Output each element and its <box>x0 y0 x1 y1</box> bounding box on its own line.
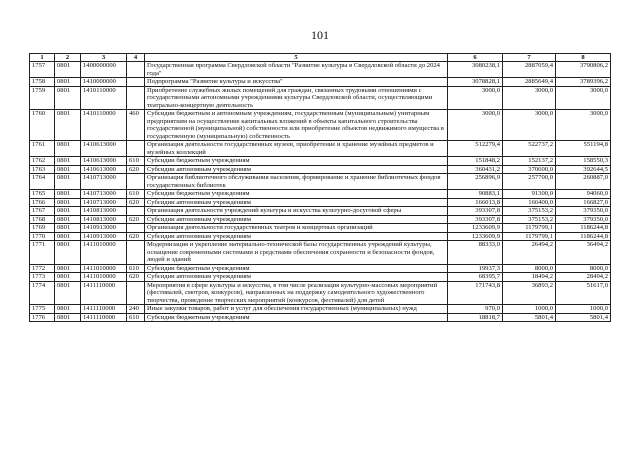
target-article-cell: 1411110000 <box>81 305 127 314</box>
target-article-cell: 1400000000 <box>81 62 127 78</box>
row-number-cell: 1770 <box>30 232 55 241</box>
section-code-cell: 0801 <box>55 110 81 141</box>
expense-type-cell: 460 <box>127 110 145 141</box>
name-cell: Субсидии автономным учреждениям <box>145 273 448 282</box>
target-article-cell: 1410000000 <box>81 78 127 87</box>
section-code-cell: 0801 <box>55 224 81 233</box>
name-cell: Субсидии бюджетным учреждениям <box>145 264 448 273</box>
name-cell: Иные закупки товаров, работ и услуг для обеспечения государственных (муниципальных) нужд <box>145 305 448 314</box>
expense-type-cell: 620 <box>127 165 145 174</box>
header-cell: 4 <box>127 54 145 62</box>
target-article-cell: 1410913000 <box>81 224 127 233</box>
header-cell: 5 <box>145 54 448 62</box>
amount-2-cell: 1179799,1 <box>503 232 556 241</box>
amount-2-cell: 3000,0 <box>503 86 556 110</box>
expense-type-cell: 620 <box>127 232 145 241</box>
expense-type-cell <box>127 281 145 305</box>
name-cell: Организация деятельности государственных театров и концертных организаций <box>145 224 448 233</box>
amount-3-cell: 3000,0 <box>556 86 611 110</box>
amount-1-cell: 3078828,1 <box>448 78 503 87</box>
target-article-cell: 1410713000 <box>81 190 127 199</box>
row-number-cell: 1761 <box>30 141 55 157</box>
section-code-cell: 0801 <box>55 241 81 265</box>
section-code-cell: 0801 <box>55 215 81 224</box>
table-row <box>30 165 611 174</box>
table-row <box>30 232 611 241</box>
expense-type-cell: 610 <box>127 190 145 199</box>
amount-1-cell: 393307,8 <box>448 215 503 224</box>
row-number-cell: 1757 <box>30 62 55 78</box>
amount-3-cell: 158550,3 <box>556 157 611 166</box>
section-code-cell: 0801 <box>55 190 81 199</box>
amount-2-cell: 1179799,1 <box>503 224 556 233</box>
amount-1-cell: 90883,1 <box>448 190 503 199</box>
header-cell: 2 <box>55 54 81 62</box>
section-code-cell: 0801 <box>55 198 81 207</box>
amount-2-cell: 257700,0 <box>503 174 556 190</box>
amount-3-cell: 5801,4 <box>556 313 611 322</box>
amount-3-cell: 1000,0 <box>556 305 611 314</box>
amount-2-cell: 522737,2 <box>503 141 556 157</box>
name-cell: Модернизация и укрепление материально-технической базы государственных учреждений культуры, оснащение современными системами и средствами обеспечения сохранности и безопасности фондов, людей и зданий <box>145 241 448 265</box>
table-row <box>30 190 611 199</box>
budget-table <box>29 53 611 322</box>
amount-2-cell: 26494,2 <box>503 241 556 265</box>
target-article-cell: 1411110000 <box>81 313 127 322</box>
section-code-cell: 0801 <box>55 305 81 314</box>
amount-2-cell: 370600,0 <box>503 165 556 174</box>
name-cell: Субсидии автономным учреждениям <box>145 215 448 224</box>
table-row <box>30 62 611 78</box>
amount-2-cell: 2885649,4 <box>503 78 556 87</box>
target-article-cell: 1410913000 <box>81 232 127 241</box>
expense-type-cell: 620 <box>127 198 145 207</box>
target-article-cell: 1411110000 <box>81 281 127 305</box>
name-cell: Мероприятия в сфере культуры и искусства, в том числе реализация культурно-массовых мероприятий (фестивалей, смотров, конкурсов), направленных на поддержку самодеятельного художественного творчества, проведение творческих мероприятий (конкурсов, фестивалей) для детей <box>145 281 448 305</box>
header-cell: 6 <box>448 54 503 62</box>
amount-2-cell: 1000,0 <box>503 305 556 314</box>
amount-3-cell: 3789396,2 <box>556 78 611 87</box>
section-code-cell: 0801 <box>55 273 81 282</box>
name-cell: Организация деятельности учреждений культуры и искусства культурно-досуговой сферы <box>145 207 448 216</box>
target-article-cell: 1410713000 <box>81 198 127 207</box>
table-row <box>30 198 611 207</box>
amount-3-cell: 51617,0 <box>556 281 611 305</box>
amount-2-cell: 91300,0 <box>503 190 556 199</box>
name-cell: Подпрограмма "Развитие культуры и искусства" <box>145 78 448 87</box>
expense-type-cell: 240 <box>127 305 145 314</box>
amount-3-cell: 3000,0 <box>556 110 611 141</box>
section-code-cell: 0801 <box>55 232 81 241</box>
row-number-cell: 1771 <box>30 241 55 265</box>
table-row <box>30 78 611 87</box>
table-row <box>30 313 611 322</box>
row-number-cell: 1772 <box>30 264 55 273</box>
amount-1-cell: 18818,7 <box>448 313 503 322</box>
amount-2-cell: 2887059,4 <box>503 62 556 78</box>
row-number-cell: 1775 <box>30 305 55 314</box>
amount-2-cell: 375153,2 <box>503 215 556 224</box>
amount-1-cell: 360431,2 <box>448 165 503 174</box>
amount-2-cell: 166400,0 <box>503 198 556 207</box>
header-cell: 1 <box>30 54 55 62</box>
amount-3-cell: 166827,0 <box>556 198 611 207</box>
expense-type-cell <box>127 141 145 157</box>
amount-3-cell: 28494,2 <box>556 273 611 282</box>
amount-3-cell: 8000,0 <box>556 264 611 273</box>
amount-3-cell: 392644,5 <box>556 165 611 174</box>
amount-3-cell: 94060,0 <box>556 190 611 199</box>
table-row <box>30 241 611 265</box>
target-article-cell: 1410110000 <box>81 110 127 141</box>
table-row <box>30 264 611 273</box>
table-row <box>30 157 611 166</box>
expense-type-cell: 610 <box>127 313 145 322</box>
name-cell: Субсидии бюджетным учреждениям <box>145 157 448 166</box>
header-cell: 7 <box>503 54 556 62</box>
target-article-cell: 1410613000 <box>81 165 127 174</box>
expense-type-cell: 620 <box>127 215 145 224</box>
expense-type-cell <box>127 241 145 265</box>
amount-1-cell: 151848,2 <box>448 157 503 166</box>
amount-3-cell: 36494,2 <box>556 241 611 265</box>
amount-1-cell: 1233609,9 <box>448 224 503 233</box>
section-code-cell: 0801 <box>55 78 81 87</box>
expense-type-cell <box>127 224 145 233</box>
table-row <box>30 174 611 190</box>
amount-3-cell: 551194,8 <box>556 141 611 157</box>
expense-type-cell <box>127 207 145 216</box>
amount-1-cell: 393307,8 <box>448 207 503 216</box>
expense-type-cell: 620 <box>127 273 145 282</box>
target-article-cell: 1410713000 <box>81 174 127 190</box>
header-cell: 8 <box>556 54 611 62</box>
target-article-cell: 1410613000 <box>81 157 127 166</box>
name-cell: Организация библиотечного обслуживания населения, формирование и хранение библиотечных фондов государственных библиотек <box>145 174 448 190</box>
name-cell: Государственная программа Свердловской области "Развитие культуры в Свердловской области до 2024 года" <box>145 62 448 78</box>
section-code-cell: 0801 <box>55 157 81 166</box>
target-article-cell: 1410813000 <box>81 207 127 216</box>
amount-2-cell: 375153,2 <box>503 207 556 216</box>
section-code-cell: 0801 <box>55 264 81 273</box>
row-number-cell: 1774 <box>30 281 55 305</box>
row-number-cell: 1768 <box>30 215 55 224</box>
table-row <box>30 141 611 157</box>
target-article-cell: 1411010000 <box>81 264 127 273</box>
section-code-cell: 0801 <box>55 313 81 322</box>
amount-1-cell: 3000,0 <box>448 110 503 141</box>
target-article-cell: 1410110000 <box>81 86 127 110</box>
name-cell: Организация деятельности государственных музеев, приобретение и хранение музейных предметов и музейных коллекций <box>145 141 448 157</box>
amount-3-cell: 1186244,8 <box>556 232 611 241</box>
table-row <box>30 86 611 110</box>
name-cell: Субсидии автономным учреждениям <box>145 198 448 207</box>
amount-1-cell: 3000,0 <box>448 86 503 110</box>
name-cell: Субсидии автономным учреждениям <box>145 232 448 241</box>
expense-type-cell: 610 <box>127 157 145 166</box>
amount-1-cell: 166013,8 <box>448 198 503 207</box>
amount-3-cell: 260887,0 <box>556 174 611 190</box>
amount-1-cell: 3080238,1 <box>448 62 503 78</box>
amount-2-cell: 3000,0 <box>503 110 556 141</box>
amount-1-cell: 88333,0 <box>448 241 503 265</box>
amount-1-cell: 19937,3 <box>448 264 503 273</box>
header-cell: 3 <box>81 54 127 62</box>
amount-2-cell: 8000,0 <box>503 264 556 273</box>
target-article-cell: 1410613000 <box>81 141 127 157</box>
table-row <box>30 215 611 224</box>
row-number-cell: 1766 <box>30 198 55 207</box>
section-code-cell: 0801 <box>55 207 81 216</box>
table-row <box>30 207 611 216</box>
amount-2-cell: 18494,2 <box>503 273 556 282</box>
table-row <box>30 281 611 305</box>
amount-1-cell: 1233609,9 <box>448 232 503 241</box>
section-code-cell: 0801 <box>55 62 81 78</box>
row-number-cell: 1776 <box>30 313 55 322</box>
row-number-cell: 1764 <box>30 174 55 190</box>
amount-1-cell: 970,0 <box>448 305 503 314</box>
header-row <box>30 54 611 62</box>
section-code-cell: 0801 <box>55 281 81 305</box>
name-cell: Субсидии бюджетным учреждениям <box>145 190 448 199</box>
table-row <box>30 110 611 141</box>
amount-3-cell: 379350,0 <box>556 215 611 224</box>
section-code-cell: 0801 <box>55 141 81 157</box>
table-row <box>30 305 611 314</box>
row-number-cell: 1760 <box>30 110 55 141</box>
row-number-cell: 1765 <box>30 190 55 199</box>
row-number-cell: 1769 <box>30 224 55 233</box>
amount-3-cell: 1186244,8 <box>556 224 611 233</box>
name-cell: Субсидии бюджетным учреждениям <box>145 313 448 322</box>
expense-type-cell <box>127 86 145 110</box>
target-article-cell: 1411010000 <box>81 273 127 282</box>
row-number-cell: 1767 <box>30 207 55 216</box>
amount-3-cell: 379350,0 <box>556 207 611 216</box>
amount-1-cell: 68395,7 <box>448 273 503 282</box>
amount-2-cell: 5801,4 <box>503 313 556 322</box>
row-number-cell: 1762 <box>30 157 55 166</box>
amount-1-cell: 171743,8 <box>448 281 503 305</box>
target-article-cell: 1411010000 <box>81 241 127 265</box>
row-number-cell: 1773 <box>30 273 55 282</box>
row-number-cell: 1763 <box>30 165 55 174</box>
amount-1-cell: 256896,9 <box>448 174 503 190</box>
name-cell: Субсидии автономным учреждениям <box>145 165 448 174</box>
section-code-cell: 0801 <box>55 86 81 110</box>
amount-3-cell: 3790806,2 <box>556 62 611 78</box>
name-cell: Приобретение служебных жилых помещений для граждан, связанных трудовыми отношениями с государственными автономными учреждениями культуры Свердловской области, осуществляющими театрально-концертную деятельность <box>145 86 448 110</box>
row-number-cell: 1759 <box>30 86 55 110</box>
expense-type-cell <box>127 78 145 87</box>
amount-2-cell: 36893,2 <box>503 281 556 305</box>
row-number-cell: 1758 <box>30 78 55 87</box>
table-row <box>30 224 611 233</box>
table-row <box>30 273 611 282</box>
expense-type-cell <box>127 62 145 78</box>
amount-2-cell: 152137,2 <box>503 157 556 166</box>
table-body <box>30 62 611 322</box>
name-cell: Субсидии бюджетным и автономным учреждениям, государственным (муниципальным) унитарным предприятиям на осуществление капитальных вложений в объекты капитального строительства государственной (муниципальной) собственности или приобретение объектов недвижимого имущества в государственную (муниципальную) собственность <box>145 110 448 141</box>
expense-type-cell: 610 <box>127 264 145 273</box>
page-number: 101 <box>311 28 329 42</box>
section-code-cell: 0801 <box>55 174 81 190</box>
expense-type-cell <box>127 174 145 190</box>
target-article-cell: 1410813000 <box>81 215 127 224</box>
amount-1-cell: 512279,4 <box>448 141 503 157</box>
section-code-cell: 0801 <box>55 165 81 174</box>
